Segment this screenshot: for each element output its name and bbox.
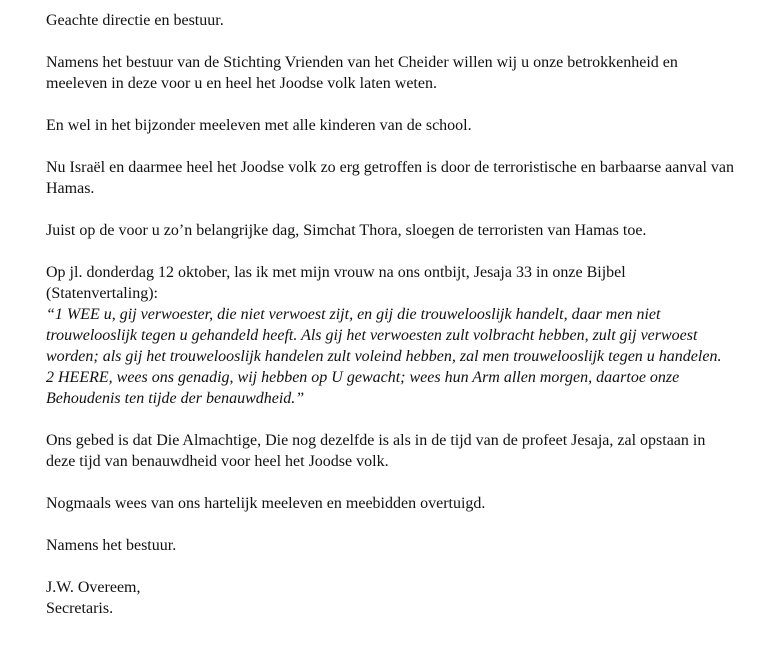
paragraph-simchat-thora: Juist op de voor u zo’n belangrijke dag, Simchat Thora, sloegen de terroristen van Hamas toe. <box>46 222 647 239</box>
signature-name: J.W. Overeem, <box>46 579 141 596</box>
bible-quote <box>46 304 736 409</box>
quote-verse-2: 2 HEERE, wees ons genadig, wij hebben op U gewacht; wees hun Arm allen morgen, daartoe onze Behoudenis ten tijde der benauwdheid.” <box>46 369 680 407</box>
signature-title: Secretaris. <box>46 600 114 617</box>
paragraph-children: En wel in het bijzonder meeleven met alle kinderen van de school. <box>46 117 472 134</box>
salutation: Geachte directie en bestuur. <box>46 12 224 29</box>
paragraph-intro: Namens het bestuur van de Stichting Vrienden van het Cheider willen wij u onze betrokkenheid en meeleven in deze voor u en heel het Joodse volk laten weten. <box>46 54 678 92</box>
paragraph-sympathy: Nogmaals wees van ons hartelijk meeleven en meebidden overtuigd. <box>46 495 486 512</box>
paragraph-israel: Nu Israël en daarmee heel het Joodse volk zo erg getroffen is door de terroristische en barbaarse aanval van Hamas. <box>46 159 735 197</box>
paragraph-bible-reading: Op jl. donderdag 12 oktober, las ik met mijn vrouw na ons ontbijt, Jesaja 33 in onze Bijbel (Statenvertaling): <box>46 264 626 302</box>
quote-verse-1: “1 WEE u, gij verwoester, die niet verwoest zijt, en gij die trouwelooslijk handelt, daar men niet trouwelooslijk tegen u gehandeld heeft. Als gij het verwoesten zult volbracht hebben, zult gij verwoest worden; als gij het trouwelooslijk handelen zult voleind hebben, zal men trouwelooslijk tegen u handelen. <box>46 306 722 365</box>
letter-body <box>46 10 736 619</box>
paragraph-on-behalf: Namens het bestuur. <box>46 537 177 554</box>
paragraph-prayer: Ons gebed is dat Die Almachtige, Die nog dezelfde is als in de tijd van de profeet Jesaja, zal opstaan in deze tijd van benauwdheid voor heel het Joodse volk. <box>46 432 706 470</box>
signature-block <box>46 577 736 619</box>
